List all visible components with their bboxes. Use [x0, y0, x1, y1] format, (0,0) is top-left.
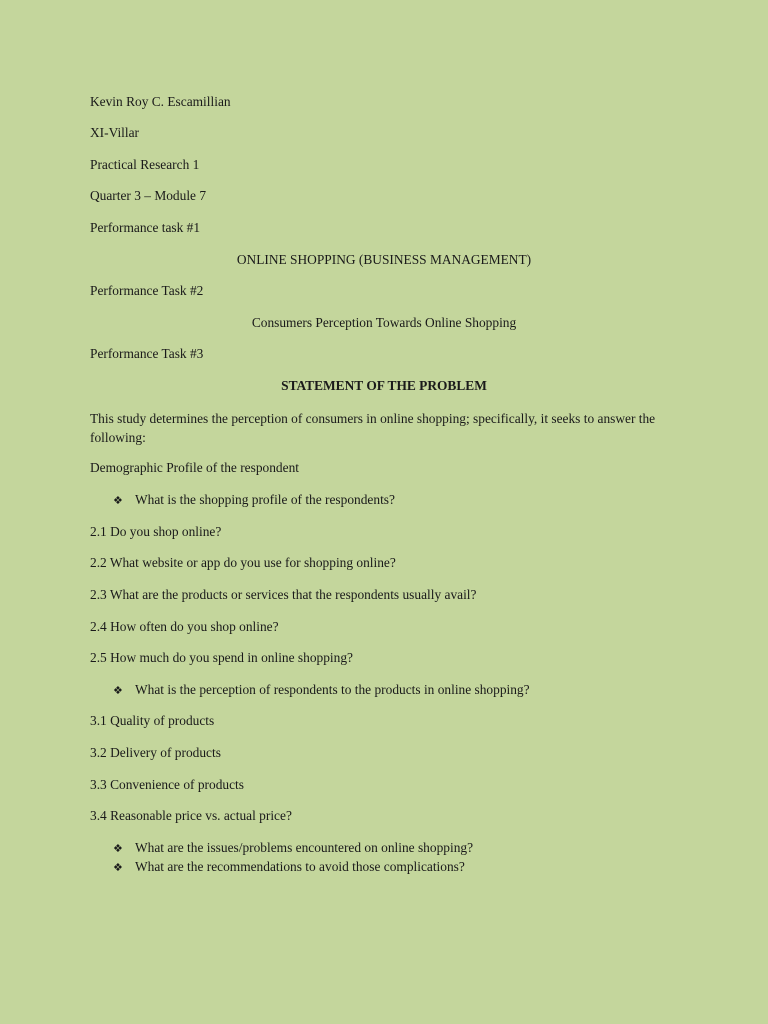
- bullet-item: [113, 840, 473, 857]
- question-2-5: 2.5 How much do you spend in online shopping?: [90, 650, 353, 665]
- question-2-2: 2.2 What website or app do you use for shopping online?: [90, 555, 396, 570]
- statement-heading: STATEMENT OF THE PROBLEM: [281, 378, 487, 393]
- question-2-3: 2.3 What are the products or services that the respondents usually avail?: [90, 587, 477, 602]
- diamond-bullet-icon: ❖: [113, 684, 123, 697]
- question-3-1: 3.1 Quality of products: [90, 713, 215, 728]
- question-3-4: 3.4 Reasonable price vs. actual price?: [90, 808, 292, 823]
- bullet-item: [113, 492, 395, 509]
- question-recommendations: What are the recommendations to avoid those complications?: [135, 859, 465, 874]
- demographic-label: Demographic Profile of the respondent: [90, 460, 299, 475]
- question-2-4: 2.4 How often do you shop online?: [90, 619, 279, 634]
- diamond-bullet-icon: ❖: [113, 842, 123, 855]
- task3-label: Performance Task #3: [90, 346, 204, 361]
- task1-title: ONLINE SHOPPING (BUSINESS MANAGEMENT): [236, 252, 532, 267]
- intro-paragraph: This study determines the perception of consumers in online shopping; specifically, it seeks to answer the following:: [90, 411, 656, 445]
- question-3-3: 3.3 Convenience of products: [90, 777, 244, 792]
- task2-title: Consumers Perception Towards Online Shopping: [251, 315, 517, 330]
- diamond-bullet-icon: ❖: [113, 494, 123, 507]
- section: XI-Villar: [90, 125, 140, 140]
- question-issues: What are the issues/problems encountered on online shopping?: [135, 840, 474, 855]
- question-perception: What is the perception of respondents to the products in online shopping?: [135, 682, 530, 697]
- bullet-item: [113, 682, 530, 699]
- task2-label: Performance Task #2: [90, 283, 204, 298]
- task1-label: Performance task #1: [90, 220, 201, 235]
- question-3-2: 3.2 Delivery of products: [90, 745, 221, 760]
- diamond-bullet-icon: ❖: [113, 861, 123, 874]
- module: Quarter 3 – Module 7: [90, 188, 207, 203]
- author-name: Kevin Roy C. Escamillian: [90, 94, 231, 109]
- subject: Practical Research 1: [90, 157, 200, 172]
- question-2-1: 2.1 Do you shop online?: [90, 524, 222, 539]
- question-shopping-profile: What is the shopping profile of the respondents?: [135, 492, 395, 507]
- bullet-item: [113, 859, 465, 876]
